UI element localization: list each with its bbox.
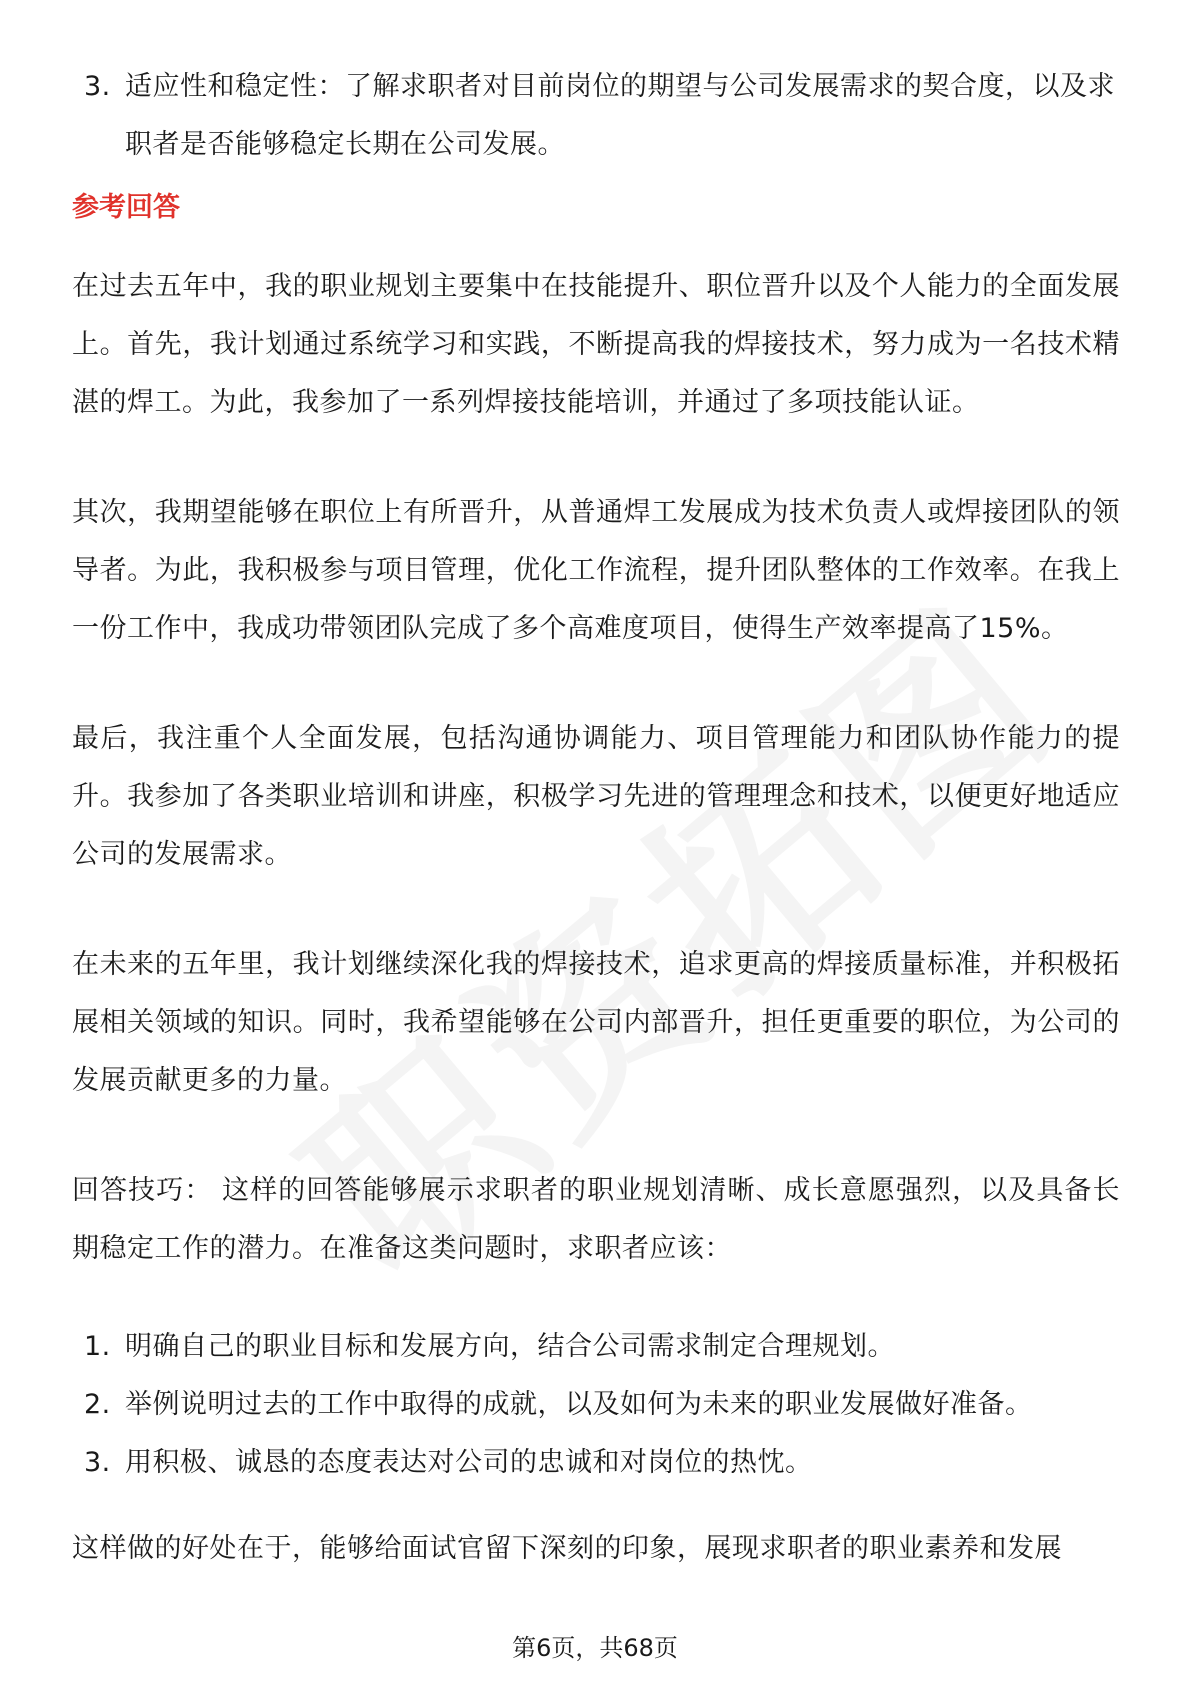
tips-list-item <box>72 1376 1120 1434</box>
list-text: 适应性和稳定性：了解求职者对目前岗位的期望与公司发展需求的契合度，以及求职者是否能够稳定长期在公司发展。 <box>125 71 1115 160</box>
tips-list-item <box>72 1318 1120 1376</box>
closing-paragraph: 这样做的好处在于，能够给面试官留下深刻的印象，展现求职者的职业素养和发展 <box>72 1533 1062 1564</box>
tips-paragraph: 回答技巧： 这样的回答能够展示求职者的职业规划清晰、成长意愿强烈，以及具备长期稳定工作的潜力。在准备这类问题时，求职者应该： <box>72 1175 1120 1264</box>
list-text: 举例说明过去的工作中取得的成就，以及如何为未来的职业发展做好准备。 <box>125 1389 1033 1420</box>
page-number-footer: 第6页，共68页 <box>512 1634 678 1662</box>
list-number: 3. <box>84 71 111 102</box>
list-number: 1. <box>84 1331 111 1362</box>
list-text: 用积极、诚恳的态度表达对公司的忠诚和对岗位的热忱。 <box>125 1447 813 1478</box>
paragraph: 其次，我期望能够在职位上有所晋升，从普通焊工发展成为技术负责人或焊接团队的领导者。为此，我积极参与项目管理，优化工作流程，提升团队整体的工作效率。在我上一份工作中，我成功带领团队完成了多个高难度项目，使得生产效率提高了15%。 <box>72 497 1120 644</box>
document-page <box>72 58 1120 1578</box>
paragraph: 在未来的五年里，我计划继续深化我的焊接技术，追求更高的焊接质量标准，并积极拓展相关领域的知识。同时，我希望能够在公司内部晋升，担任更重要的职位，为公司的发展贡献更多的力量。 <box>72 949 1120 1096</box>
tips-list-item <box>72 1434 1120 1492</box>
list-text: 明确自己的职业目标和发展方向，结合公司需求制定合理规划。 <box>125 1331 895 1362</box>
tips-list <box>72 1318 1120 1492</box>
list-number: 3. <box>84 1447 111 1478</box>
section-heading: 参考回答 <box>72 192 180 223</box>
list-number: 2. <box>84 1389 111 1420</box>
intro-list-item <box>72 58 1120 174</box>
paragraph: 最后，我注重个人全面发展，包括沟通协调能力、项目管理能力和团队协作能力的提升。我参加了各类职业培训和讲座，积极学习先进的管理理念和技术，以便更好地适应公司的发展需求。 <box>72 723 1120 870</box>
paragraph: 在过去五年中，我的职业规划主要集中在技能提升、职位晋升以及个人能力的全面发展上。首先，我计划通过系统学习和实践，不断提高我的焊接技术，努力成为一名技术精湛的焊工。为此，我参加了一系列焊接技能培训，并通过了多项技能认证。 <box>72 271 1120 418</box>
